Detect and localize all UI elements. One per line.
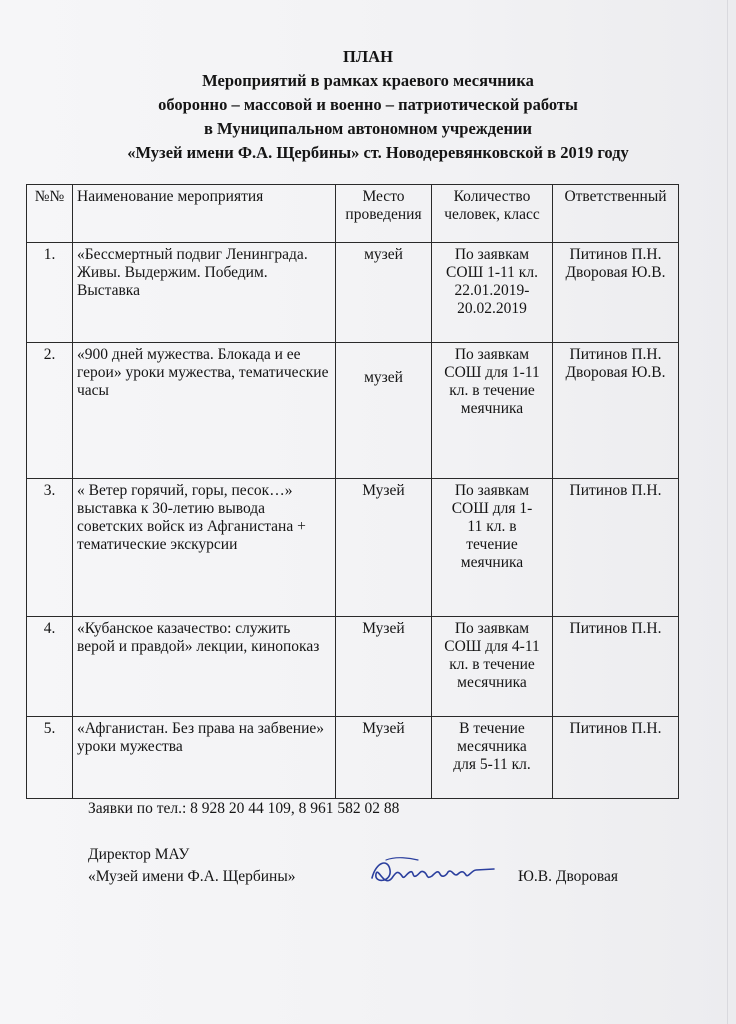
row-num: 5.: [27, 717, 73, 799]
header-count: Количество человек, класс: [432, 185, 553, 243]
row-event-name: « Ветер горячий, горы, песок…» выставка к 30-летию вывода советских войск из Афганистана + тематические экскурсии: [73, 479, 336, 617]
doc-subtitle-line-2: оборонно – массовой и военно – патриотической работы: [158, 95, 578, 114]
table-header-row: [27, 185, 679, 243]
director-title: Директор МАУ: [88, 846, 190, 863]
row-place: Музей: [336, 617, 432, 717]
row-num: 2.: [27, 343, 73, 479]
row-place: музей: [336, 343, 432, 479]
row-place: Музей: [336, 479, 432, 617]
handwritten-signature: [366, 848, 506, 892]
phones-note: Заявки по тел.: 8 928 20 44 109, 8 961 582 02 88: [88, 800, 400, 817]
row-count: В течение месячника для 5-11 кл.: [432, 717, 553, 799]
row-num: 1.: [27, 243, 73, 343]
row-place: музей: [336, 243, 432, 343]
row-responsible: Питинов П.Н. Дворовая Ю.В.: [553, 343, 679, 479]
row-num: 4.: [27, 617, 73, 717]
doc-subtitle-line-4: «Музей имени Ф.А. Щербины» ст. Новодеревянковской в 2019 году: [127, 143, 629, 162]
doc-title: ПЛАН: [343, 47, 393, 66]
row-count: По заявкам СОШ для 1-11 кл. в течение меячника: [432, 343, 553, 479]
table-row: [27, 479, 679, 617]
header-place: Место проведения: [336, 185, 432, 243]
row-event-name: «Кубанское казачество: служить верой и правдой» лекции, кинопоказ: [73, 617, 336, 717]
row-event-name: «Бессмертный подвиг Ленинграда. Живы. Выдержим. Победим. Выставка: [73, 243, 336, 343]
row-responsible: Питинов П.Н. Дворовая Ю.В.: [553, 243, 679, 343]
row-event-name: «900 дней мужества. Блокада и ее герои» уроки мужества, тематические часы: [73, 343, 336, 479]
row-count: По заявкам СОШ для 1-11 кл. в течение меячника: [432, 479, 553, 617]
table-row: [27, 243, 679, 343]
header-responsible: Ответственный: [553, 185, 679, 243]
doc-subtitle-line-3: в Муниципальном автономном учреждении: [204, 119, 532, 138]
row-responsible: Питинов П.Н.: [553, 717, 679, 799]
director-organization: «Музей имени Ф.А. Щербины»: [88, 868, 296, 885]
header-num: №№: [27, 185, 73, 243]
row-num: 3.: [27, 479, 73, 617]
row-count: По заявкам СОШ 1-11 кл. 22.01.2019-20.02.2019: [432, 243, 553, 343]
table-row: [27, 717, 679, 799]
doc-subtitle-line-1: Мероприятий в рамках краевого месячника: [202, 71, 534, 90]
row-count: По заявкам СОШ для 4-11 кл. в течение месячника: [432, 617, 553, 717]
row-responsible: Питинов П.Н.: [553, 479, 679, 617]
header-name: Наименование мероприятия: [73, 185, 336, 243]
table-row: [27, 617, 679, 717]
row-place: Музей: [336, 717, 432, 799]
events-table: [26, 184, 679, 799]
table-row: [27, 343, 679, 479]
row-event-name: «Афганистан. Без права на забвение» уроки мужества: [73, 717, 336, 799]
row-responsible: Питинов П.Н.: [553, 617, 679, 717]
director-name: Ю.В. Дворовая: [518, 868, 619, 885]
